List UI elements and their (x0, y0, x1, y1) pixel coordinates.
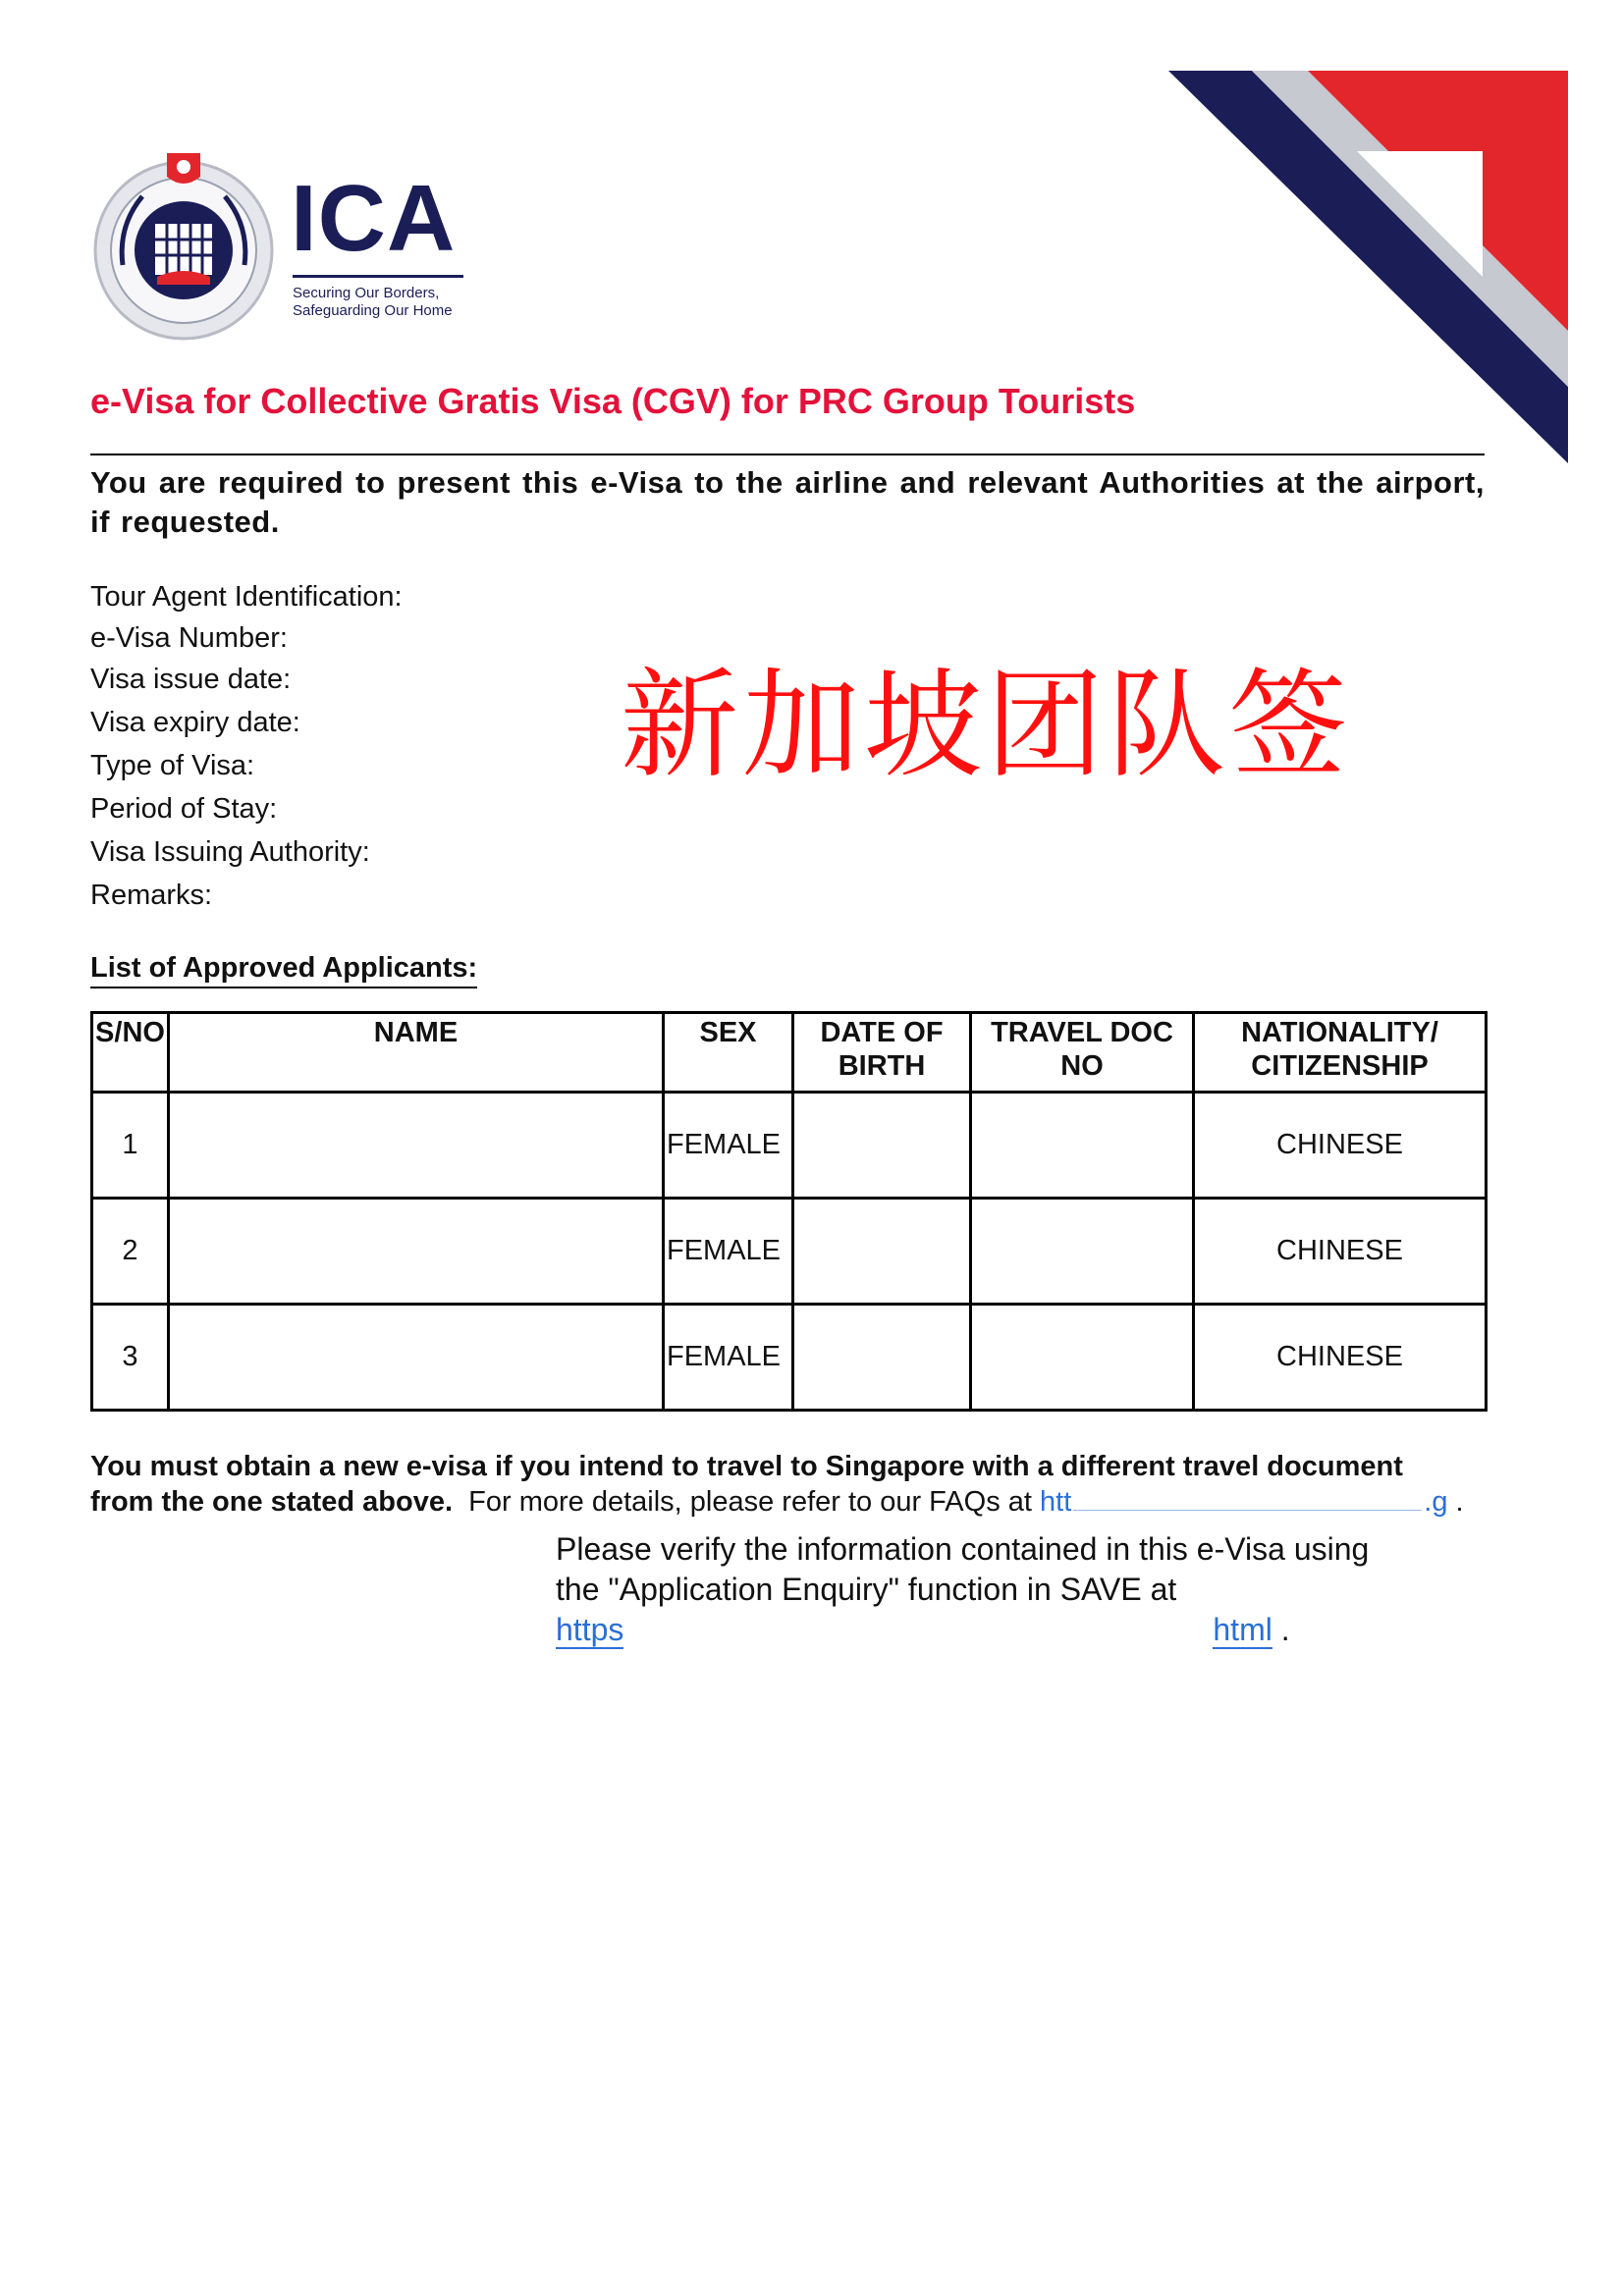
verify-link-end[interactable]: html (1213, 1612, 1272, 1647)
new-evisa-line1: You must obtain a new e-visa if you intend to travel to Singapore with a different travel document (90, 1451, 1403, 1482)
logo-tagline (293, 285, 453, 320)
cell-sno: 1 (92, 1093, 169, 1199)
tagline-line-2: Safeguarding Our Home (293, 302, 453, 319)
table-row (92, 1093, 1487, 1199)
cell-name (169, 1093, 664, 1199)
verify-end: . (1280, 1612, 1290, 1647)
verify-line1: Please verify the information contained in this e-Visa using (556, 1531, 1370, 1567)
header-nat-line2: CITIZENSHIP (1251, 1050, 1429, 1082)
cell-sex: FEMALE (664, 1093, 793, 1199)
verify-link-start[interactable]: https (556, 1612, 624, 1647)
airline-notice: You are required to present this e-Visa to the airline and relevant Authorities at the airport, if requested. (90, 465, 1485, 539)
verify-line2: the "Application Enquiry" function in SAVE at (556, 1572, 1177, 1607)
cell-dob (793, 1199, 971, 1305)
cell-travel-doc (971, 1305, 1194, 1411)
cell-sno: 2 (92, 1199, 169, 1305)
header-dob (793, 1013, 971, 1093)
applicants-table (90, 1011, 1488, 1412)
evisa-number-label: e-Visa Number: (90, 622, 288, 654)
cell-sno: 3 (92, 1305, 169, 1411)
ica-wordmark: ICA (291, 166, 457, 271)
chinese-stamp-text: 新加坡团队签 (621, 658, 1351, 794)
new-evisa-notice (90, 1449, 1504, 1520)
ica-seal-logo (88, 147, 280, 344)
faq-text: For more details, please refer to our FAQs at (468, 1486, 1032, 1518)
expiry-date-label: Visa expiry date: (90, 707, 300, 738)
cell-dob (793, 1093, 971, 1199)
faq-link-redacted[interactable] (1073, 1484, 1422, 1511)
tour-agent-label: Tour Agent Identification: (90, 581, 403, 613)
cell-nationality: CHINESE (1194, 1093, 1487, 1199)
logo-divider (293, 275, 463, 278)
cell-sex: FEMALE (664, 1199, 793, 1305)
table-row (92, 1305, 1487, 1411)
remarks-label: Remarks: (90, 880, 213, 911)
verify-notice (556, 1529, 1498, 1650)
period-of-stay-label: Period of Stay: (90, 793, 278, 825)
header-doc-line1: TRAVEL DOC (991, 1017, 1173, 1048)
header-dob-line2: BIRTH (838, 1050, 926, 1082)
header-doc-line2: NO (1060, 1050, 1104, 1082)
corner-decoration (1168, 71, 1568, 463)
issue-date-label: Visa issue date: (90, 664, 292, 695)
cell-name (169, 1199, 664, 1305)
cell-nationality: CHINESE (1194, 1305, 1487, 1411)
table-header-row (92, 1013, 1487, 1093)
cell-travel-doc (971, 1199, 1194, 1305)
cell-nationality: CHINESE (1194, 1199, 1487, 1305)
table-row (92, 1199, 1487, 1305)
title-divider (90, 454, 1485, 455)
cell-name (169, 1305, 664, 1411)
document-title: e-Visa for Collective Gratis Visa (CGV) for PRC Group Tourists (90, 381, 1136, 421)
issuing-authority-label: Visa Issuing Authority: (90, 836, 370, 868)
header-nationality (1194, 1013, 1487, 1093)
new-evisa-line2 (90, 1484, 1504, 1520)
tagline-line-1: Securing Our Borders, (293, 285, 440, 301)
header-nat-line1: NATIONALITY/ (1241, 1017, 1438, 1048)
applicants-heading: List of Approved Applicants: (90, 952, 477, 988)
header-name: NAME (169, 1013, 664, 1093)
cell-dob (793, 1305, 971, 1411)
new-evisa-line2-bold: from the one stated above. (90, 1486, 454, 1518)
verify-line3 (556, 1610, 1498, 1650)
cell-travel-doc (971, 1093, 1194, 1199)
visa-type-label: Type of Visa: (90, 750, 255, 781)
cell-sex: FEMALE (664, 1305, 793, 1411)
header-travel-doc (971, 1013, 1194, 1093)
faq-link-start[interactable]: htt (1040, 1486, 1072, 1518)
faq-link-end[interactable]: .g (1424, 1486, 1448, 1518)
faq-end: . (1455, 1486, 1464, 1518)
header-sex: SEX (664, 1013, 793, 1093)
header-sno: S/NO (92, 1013, 169, 1093)
header-dob-line1: DATE OF (820, 1017, 944, 1048)
